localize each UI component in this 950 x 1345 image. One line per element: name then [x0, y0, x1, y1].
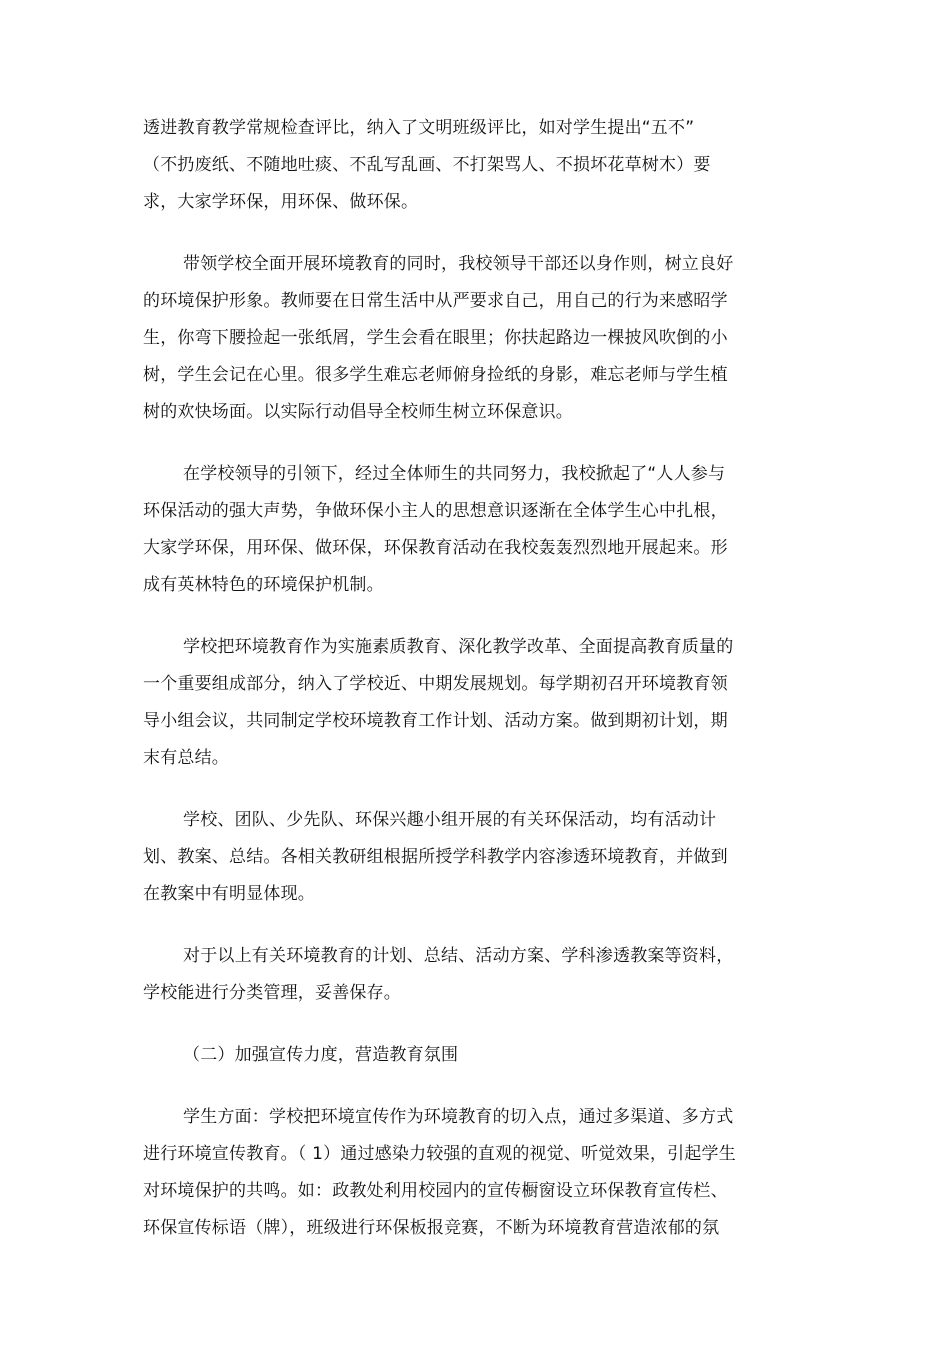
text-line: 对环境保护的共鸣。如：政教处利用校园内的宣传橱窗设立环保教育宣传栏、 [143, 1181, 728, 1201]
text-line: （不扔废纸、不随地吐痰、不乱写乱画、不打架骂人、不损坏花草树木）要 [143, 155, 711, 175]
text-line: 大家学环保，用环保、做环保，环保教育活动在我校轰轰烈烈地开展起来。形 [143, 538, 728, 558]
text-line: 生，你弯下腰捡起一张纸屑，学生会看在眼里；你扶起路边一棵披风吹倒的小 [143, 328, 728, 348]
text-line: 学校能进行分类管理，妥善保存。 [143, 983, 401, 1003]
text-line: 的环境保护形象。教师要在日常生活中从严要求自己，用自己的行为来感昭学 [143, 291, 728, 311]
text-line: 环保宣传标语（牌），班级进行环保板报竞赛，不断为环境教育营造浓郁的氛 [143, 1218, 720, 1238]
text-line: 环保活动的强大声势，争做环保小主人的思想意识逐渐在全体学生心中扎根， [143, 501, 728, 521]
text-line: 透进教育教学常规检查评比，纳入了文明班级评比，如对学生提出“五不” [143, 118, 695, 138]
text-line: 带领学校全面开展环境教育的同时，我校领导干部还以身作则，树立良好 [183, 254, 734, 274]
text-line: 一个重要组成部分，纳入了学校近、中期发展规划。每学期初召开环境教育领 [143, 674, 728, 694]
text-line: 学生方面：学校把环境宣传作为环境教育的切入点，通过多渠道、多方式 [183, 1107, 734, 1127]
text-line: 导小组会议，共同制定学校环境教育工作计划、活动方案。做到期初计划，期 [143, 711, 728, 731]
text-line: 对于以上有关环境教育的计划、总结、活动方案、学科渗透教案等资料， [183, 946, 734, 966]
section-heading: （二）加强宣传力度，营造教育氛围 [183, 1045, 459, 1065]
text-line: 末有总结。 [143, 748, 229, 768]
text-line: 学校、团队、少先队、环保兴趣小组开展的有关环保活动，均有活动计 [183, 810, 717, 830]
text-line: 学校把环境教育作为实施素质教育、深化教学改革、全面提高教育质量的 [183, 637, 734, 657]
text-line: 进行环境宣传教育。（ 1）通过感染力较强的直观的视觉、听觉效果，引起学生 [143, 1144, 736, 1164]
text-line: 划、教案、总结。各相关教研组根据所授学科教学内容渗透环境教育，并做到 [143, 847, 728, 867]
text-line: 树，学生会记在心里。很多学生难忘老师俯身捡纸的身影，难忘老师与学生植 [143, 365, 728, 385]
text-line: 在教案中有明显体现。 [143, 884, 315, 904]
text-line: 求，大家学环保，用环保、做环保。 [143, 192, 419, 212]
text-line: 成有英林特色的环境保护机制。 [143, 575, 384, 595]
text-line: 树的欢快场面。以实际行动倡导全校师生树立环保意识。 [143, 402, 573, 422]
text-line: 在学校领导的引领下，经过全体师生的共同努力，我校掀起了“人人参与 [183, 464, 726, 484]
